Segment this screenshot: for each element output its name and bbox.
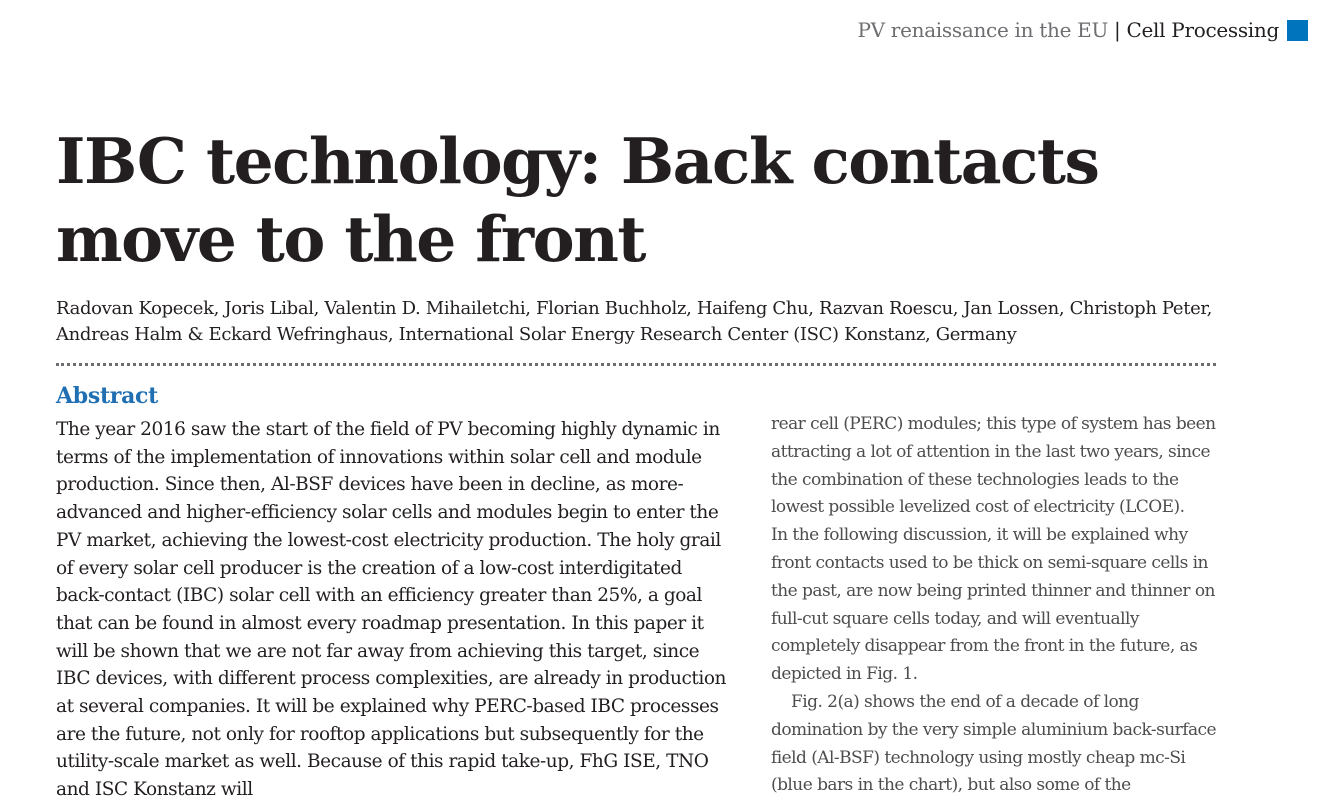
dotted-divider [56, 363, 1216, 366]
header-separator: | [1114, 18, 1121, 42]
article-title: IBC technology: Back contacts move to the front [56, 124, 1099, 276]
abstract-text: The year 2016 saw the start of the field of PV becoming highly dynamic in terms of the implementation of innovations within solar cell and module production. Since then, Al-BSF devices have been in decline, as more-advanced and higher-efficiency solar cells and modules begin to enter the PV market, achieving the lowest-cost electricity production. The holy grail of every solar cell producer is the creation of a low-cost interdigitated back-contact (IBC) solar cell with an efficiency greater than 25%, a goal that can be found in almost every roadmap presentation. In this paper it will be shown that we are not far away from achieving this target, since IBC devices, with different process complexities, are already in production at several companies. It will be explained why PERC-based IBC processes are the future, not only for rooftop applications but subsequently for the utility-scale market as well. Because of this rapid take-up, FhG ISE, TNO and ISC Konstanz will [56, 419, 727, 801]
running-header [857, 16, 1308, 44]
body-text-column [771, 411, 1221, 800]
body-paragraph: rear cell (PERC) modules; this type of system has been attracting a lot of attention in the last two years, since the combination of these technologies leads to the lowest possible levelized cost of electricity (LCOE). [771, 414, 1216, 518]
article-authors: Radovan Kopecek, Joris Libal, Valentin D. Mihailetchi, Florian Buchholz, Haifeng Chu, Razvan Roescu, Jan Lossen, Christoph Peter, Andreas Halm & Eckard Wefringhaus, International Solar Energy Research Center (ISC) Konstanz, Germany [56, 298, 1213, 345]
body-paragraph: Fig. 2(a) shows the end of a decade of long domination by the very simple aluminium back-surface field (Al-BSF) technology using mostly cheap mc-Si (blue bars in the chart), but also some of the [771, 691, 1217, 796]
abstract-heading: Abstract [56, 383, 159, 409]
header-topic-label: Cell Processing [1126, 18, 1279, 42]
header-square-marker [1287, 20, 1308, 41]
body-paragraph: In the following discussion, it will be explained why front contacts used to be thick on semi-square cells in the past, are now being printed thinner and thinner on full-cut square cells today, and will eventually completely disappear from the front in the future, as depicted in Fig. 1. [771, 525, 1215, 685]
header-section-label: PV renaissance in the EU [857, 18, 1109, 42]
